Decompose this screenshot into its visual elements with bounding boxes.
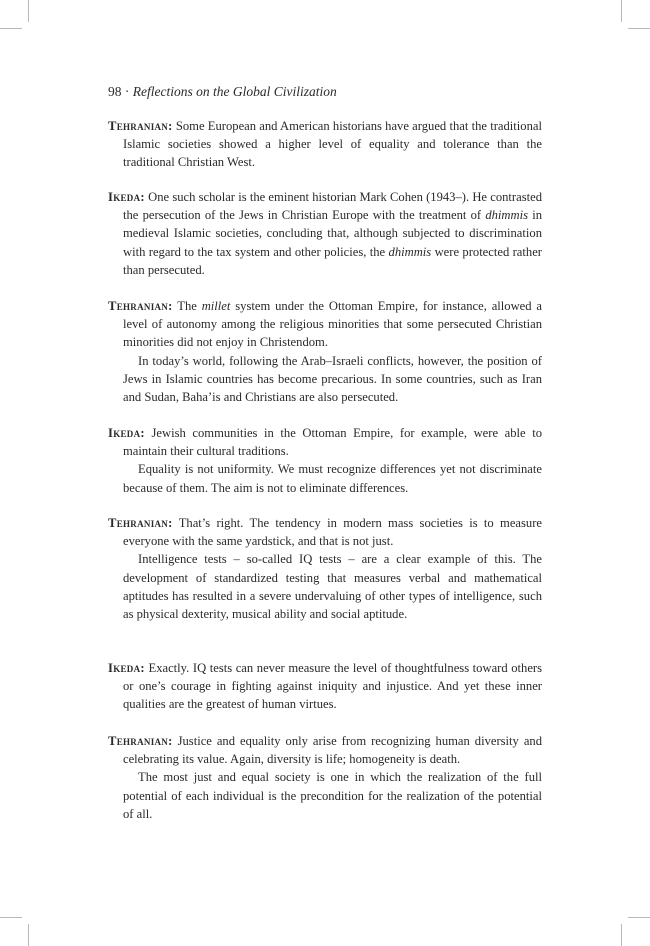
paragraph-text: Justice and equality only arise from recognizing human diversity and celebrating its value. Again, diversity is life; homogeneity is death. <box>123 734 543 767</box>
speaker-label: Tehranian: <box>108 734 173 748</box>
paragraph <box>108 188 542 279</box>
dialogue-block <box>108 188 542 279</box>
paragraph: Intelligence tests – so-called IQ tests – are a clear example of this. The development of standardized testing that measures verbal and mathematical aptitudes has resulted in a severe undervaluing of other types of intelligence, such as physical dexterity, musical ability and social aptitude. <box>123 552 542 622</box>
crop-mark-bottom-left-h <box>0 917 22 918</box>
paragraph-text: Jewish communities in the Ottoman Empire, for example, were able to maintain their cultural traditions. <box>123 426 543 459</box>
crop-mark-top-left-h <box>0 28 22 29</box>
dialogue-block <box>108 424 542 497</box>
paragraph-text: Exactly. IQ tests can never measure the level of thoughtfulness toward others or one’s courage in fighting against iniquity and injustice. And yet these inner qualities are the greatest of human virtues. <box>123 661 543 712</box>
text-run: system under the Ottoman Empire, for instance, allowed a level of autonomy among the religious minorities that some persecuted Christian minorities did not enjoy in Christendom. <box>123 299 543 350</box>
dialogue-block <box>108 659 542 714</box>
dialogue-block <box>108 117 542 172</box>
speaker-label: Ikeda: <box>108 661 145 675</box>
italic-term: dhimmis <box>388 244 432 259</box>
text-run: in medieval Islamic societies, concluding that, although subjected to discrimination with regard to the tax system and other policies, the <box>123 208 542 259</box>
crop-mark-bottom-left <box>28 924 29 946</box>
crop-mark-top-right-h <box>628 28 650 29</box>
paragraph: Equality is not uniformity. We must recognize differences yet not discriminate because of them. The aim is not to eliminate differences. <box>123 462 542 495</box>
text-run: were protected rather than persecuted. <box>123 244 542 277</box>
dialogue-block <box>108 732 542 823</box>
crop-mark-bottom-right-h <box>628 917 650 918</box>
paragraph <box>108 732 542 768</box>
crop-mark-bottom-right <box>621 924 622 946</box>
text-run: The <box>177 299 202 313</box>
speaker-label: Ikeda: <box>108 426 145 440</box>
speaker-label: Ikeda: <box>108 190 145 204</box>
paragraph <box>108 297 542 352</box>
paragraph <box>108 659 542 714</box>
paragraph <box>108 117 542 172</box>
running-header <box>108 84 337 100</box>
crop-mark-top-left <box>28 0 29 22</box>
italic-term: millet <box>201 299 231 313</box>
paragraph-text: Some European and American historians have argued that the traditional Islamic societies showed a higher level of equality and tolerance than the traditional Christian West. <box>123 119 542 170</box>
speaker-label: Tehranian: <box>108 119 173 133</box>
page-number: 98 <box>108 84 122 99</box>
text-run: One such scholar is the eminent historian Mark Cohen (1943–). He contrasted the persecution of the Jews in Christian Europe with the treatment of <box>123 190 542 223</box>
paragraph <box>108 424 542 460</box>
header-separator: · <box>124 84 130 99</box>
paragraph: In today’s world, following the Arab–Israeli conflicts, however, the position of Jews in Islamic countries has become precarious. In some countries, such as Iran and Sudan, Baha’is and Christians are also persecuted. <box>123 353 542 405</box>
speaker-label: Tehranian: <box>108 516 173 530</box>
book-title: Reflections on the Global Civilization <box>132 84 337 99</box>
paragraph <box>108 514 542 550</box>
italic-term: dhimmis <box>485 208 528 223</box>
dialogue-block <box>108 514 542 623</box>
dialogue-block <box>108 297 542 406</box>
crop-mark-top-right <box>621 0 622 22</box>
paragraph-text: That’s right. The tendency in modern mass societies is to measure everyone with the same yardstick, and that is not just. <box>123 516 542 549</box>
paragraph: The most just and equal society is one in which the realization of the full potential of each individual is the precondition for the realization of the potential of all. <box>123 770 542 821</box>
speaker-label: Tehranian: <box>108 299 173 313</box>
